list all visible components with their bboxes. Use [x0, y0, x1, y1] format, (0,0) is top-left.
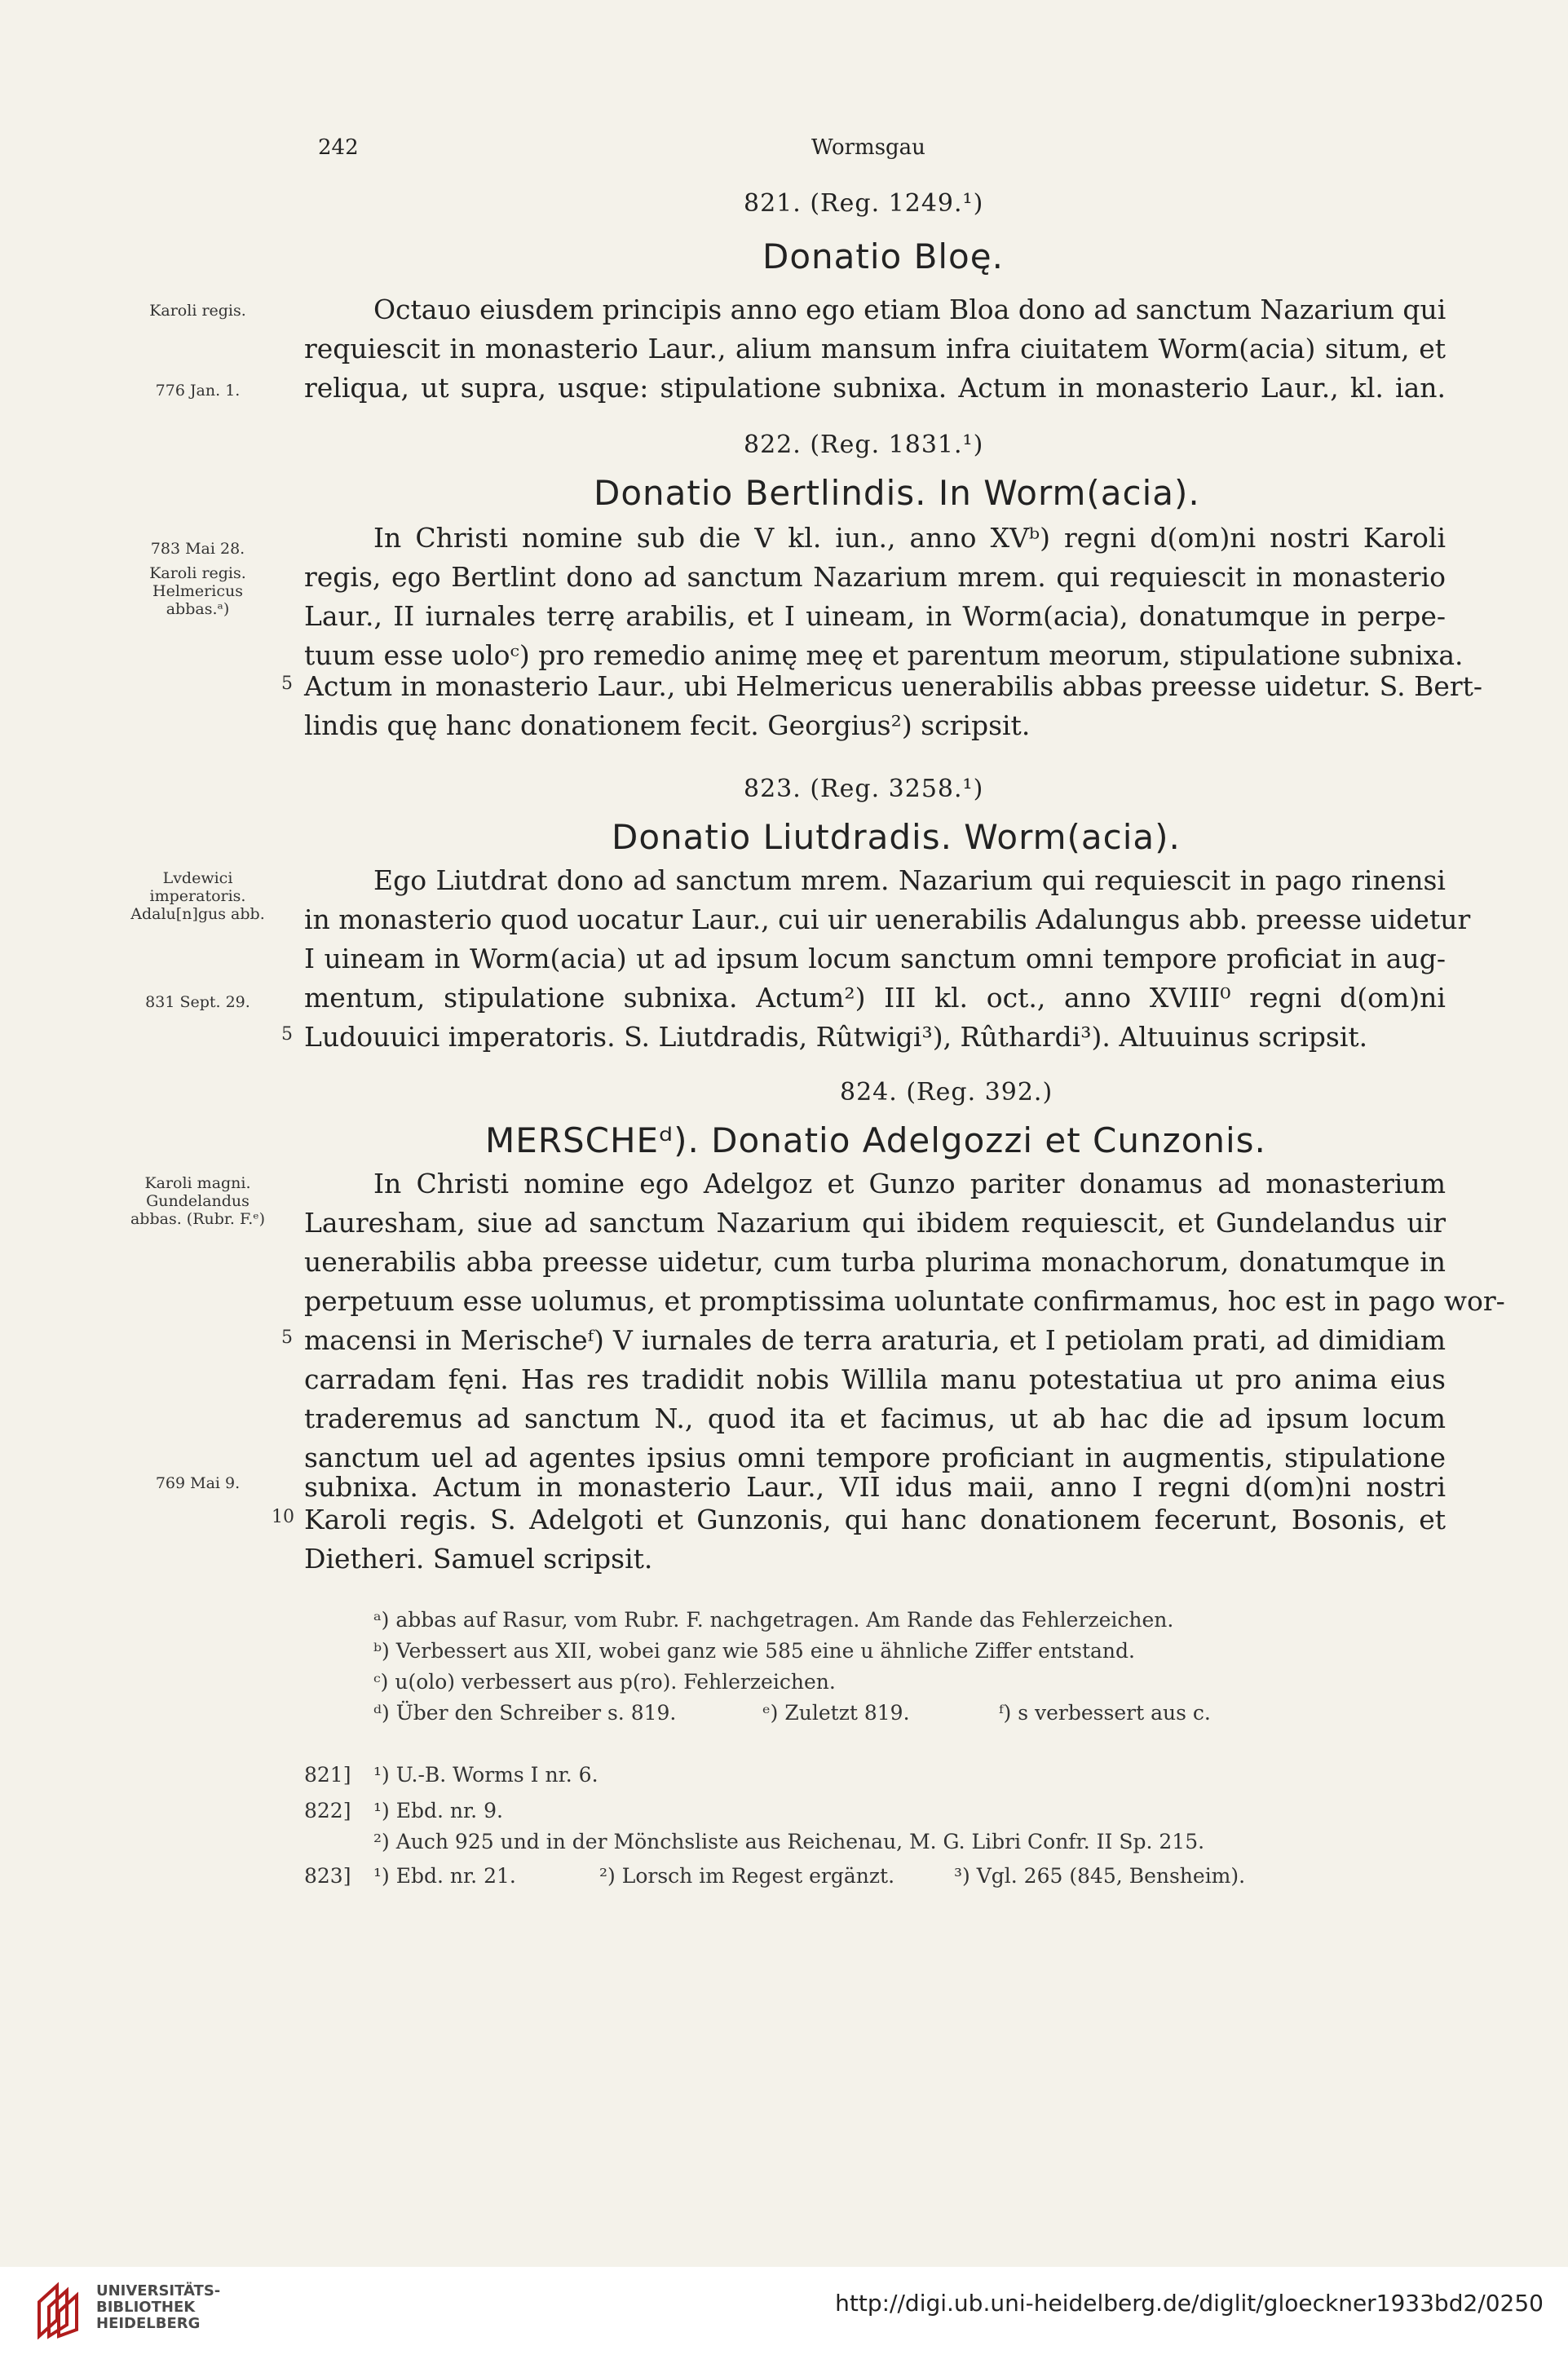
reference-key: 821]	[304, 1763, 351, 1787]
reference-note: ¹) Ebd. nr. 21.	[373, 1864, 516, 1888]
text-line: uenerabilis abba preesse uidetur, cum turba plurima monachorum, donatumque in	[304, 1246, 1446, 1278]
margin-date: 769 Mai 9.	[155, 1474, 241, 1492]
text-line: traderemus ad sanctum N., quod ita et facimus, ut ab hac die ad ipsum locum	[304, 1403, 1446, 1434]
margin-note: Karoli magni. Gundelandus abbas. (Rubr. F.ᵉ)	[130, 1174, 266, 1228]
footnote: ᶜ) u(olo) verbessert aus p(ro). Fehlerzeichen.	[373, 1670, 836, 1694]
text-line: Lauresham, siue ad sanctum Nazarium qui ibidem requiescit, et Gundelandus uir	[304, 1207, 1446, 1239]
margin-note: Karoli regis.	[149, 302, 246, 320]
entry-number: 823. (Reg. 3258.¹)	[744, 775, 984, 803]
page-number: 242	[318, 135, 359, 160]
text-line: sanctum uel ad agentes ipsius omni tempore proficiant in augmentis, stipulatione	[304, 1442, 1446, 1473]
running-title: Wormsgau	[811, 135, 925, 160]
text-line: mentum, stipulatione subnixa. Actum²) III kl. oct., anno XVIII⁰ regni d(om)ni	[304, 982, 1446, 1014]
text-line: I uineam in Worm(acia) ut ad ipsum locum sanctum omni tempore proficiat in aug-	[304, 943, 1446, 974]
text-line: Laur., II iurnales terrę arabilis, et I uineam, in Worm(acia), donatumque in perpe-	[304, 600, 1446, 632]
footnote: ᵃ) abbas auf Rasur, vom Rubr. F. nachgetragen. Am Rande das Fehlerzeichen.	[373, 1608, 1174, 1632]
reference-key: 822]	[304, 1799, 351, 1822]
text-line: Karoli regis. S. Adelgoti et Gunzonis, qui hanc donationem fecerunt, Bosonis, et	[304, 1504, 1446, 1535]
margin-note: Karoli regis. Helmericus abbas.ᵃ)	[149, 564, 246, 618]
text-line: tuum esse uoloᶜ) pro remedio animę meę et parentum meorum, stipulatione subnixa.	[304, 639, 1464, 671]
footnote: ᵇ) Verbessert aus XII, wobei ganz wie 585 eine u ähnliche Ziffer entstand.	[373, 1639, 1135, 1663]
reference-note: ²) Auch 925 und in der Mönchsliste aus Reichenau, M. G. Libri Confr. II Sp. 215.	[373, 1830, 1205, 1853]
source-url-link[interactable]: http://digi.ub.uni-heidelberg.de/diglit/gloeckner1933bd2/0250	[835, 2290, 1544, 2317]
text-line: lindis quę hanc donationem fecit. Georgius²) scripsit.	[304, 709, 1031, 741]
entry-title: Donatio Bloę.	[762, 236, 1004, 276]
text-line: Dietheri. Samuel scripsit.	[304, 1543, 653, 1575]
text-line: perpetuum esse uolumus, et promptissima uoluntate confirmamus, hoc est in pago wor-	[304, 1285, 1505, 1317]
footnote: ᵉ) Zuletzt 819.	[762, 1701, 910, 1725]
logo-line: HEIDELBERG	[96, 2315, 201, 2332]
text-line: regis, ego Bertlint dono ad sanctum Nazarium mrem. qui requiescit in monasterio	[304, 561, 1446, 593]
text-line: Ludouuici imperatoris. S. Liutdradis, Rûtwigi³), Rûthardi³). Altuuinus scripsit.	[304, 1021, 1368, 1053]
text-line: in monasterio quod uocatur Laur., cui uir uenerabilis Adalungus abb. preesse uidetur	[304, 903, 1471, 935]
line-number: 5	[281, 1327, 293, 1348]
margin-note: Lvdewici imperatoris. Adalu[n]gus abb.	[130, 869, 265, 923]
reference-note: ²) Lorsch im Regest ergänzt.	[599, 1864, 895, 1888]
text-line: reliqua, ut supra, usque: stipulatione subnixa. Actum in monasterio Laur., kl. ian.	[304, 372, 1446, 404]
reference-note: ¹) Ebd. nr. 9.	[373, 1799, 503, 1822]
entry-number: 822. (Reg. 1831.¹)	[744, 431, 984, 459]
reference-key: 823]	[304, 1864, 351, 1888]
entry-number: 821. (Reg. 1249.¹)	[744, 189, 984, 218]
reference-note: ³) Vgl. 265 (845, Bensheim).	[954, 1864, 1246, 1888]
margin-date: 776 Jan. 1.	[155, 382, 241, 400]
library-logo-text	[96, 2283, 220, 2332]
text-line: Actum in monasterio Laur., ubi Helmericus uenerabilis abbas preesse uidetur. S. Bert-	[304, 670, 1483, 702]
text-line: In Christi nomine ego Adelgoz et Gunzo pariter donamus ad monasterium	[373, 1168, 1446, 1199]
line-number: 5	[281, 1024, 293, 1045]
footnote: ᵈ) Über den Schreiber s. 819.	[373, 1701, 677, 1725]
library-logo-icon	[33, 2277, 90, 2339]
text-line: macensi in Merischeᶠ) V iurnales de terra araturia, et I petiolam prati, ad dimidiam	[304, 1324, 1446, 1356]
margin-date: 831 Sept. 29.	[145, 993, 250, 1011]
reference-note: ¹) U.-B. Worms I nr. 6.	[373, 1763, 598, 1787]
margin-date: 783 Mai 28.	[150, 540, 245, 558]
entry-title: MERSCHEᵈ). Donatio Adelgozzi et Cunzonis.	[485, 1120, 1266, 1160]
entry-title: Donatio Bertlindis. In Worm(acia).	[594, 473, 1200, 513]
text-line: Ego Liutdrat dono ad sanctum mrem. Nazarium qui requiescit in pago rinensi	[373, 864, 1446, 896]
entry-title: Donatio Liutdradis. Worm(acia).	[612, 817, 1181, 857]
text-line: carradam fęni. Has res tradidit nobis Willila manu potestatiua ut pro anima eius	[304, 1363, 1446, 1395]
line-number: 5	[281, 674, 293, 694]
footnote: ᶠ) s verbessert aus c.	[999, 1701, 1211, 1725]
line-number: 10	[272, 1507, 294, 1527]
text-line: requiescit in monasterio Laur., alium mansum infra ciuitatem Worm(acia) situm, et	[304, 333, 1446, 364]
logo-line: UNIVERSITÄTS-	[96, 2282, 221, 2299]
text-line: subnixa. Actum in monasterio Laur., VII idus maii, anno I regni d(om)ni nostri	[304, 1471, 1446, 1503]
entry-number: 824. (Reg. 392.)	[840, 1078, 1053, 1107]
text-line: In Christi nomine sub die V kl. iun., anno XVᵇ) regni d(om)ni nostri Karoli	[373, 522, 1446, 554]
text-line: Octauo eiusdem principis anno ego etiam Bloa dono ad sanctum Nazarium qui	[373, 294, 1447, 325]
logo-line: BIBLIOTHEK	[96, 2299, 196, 2316]
